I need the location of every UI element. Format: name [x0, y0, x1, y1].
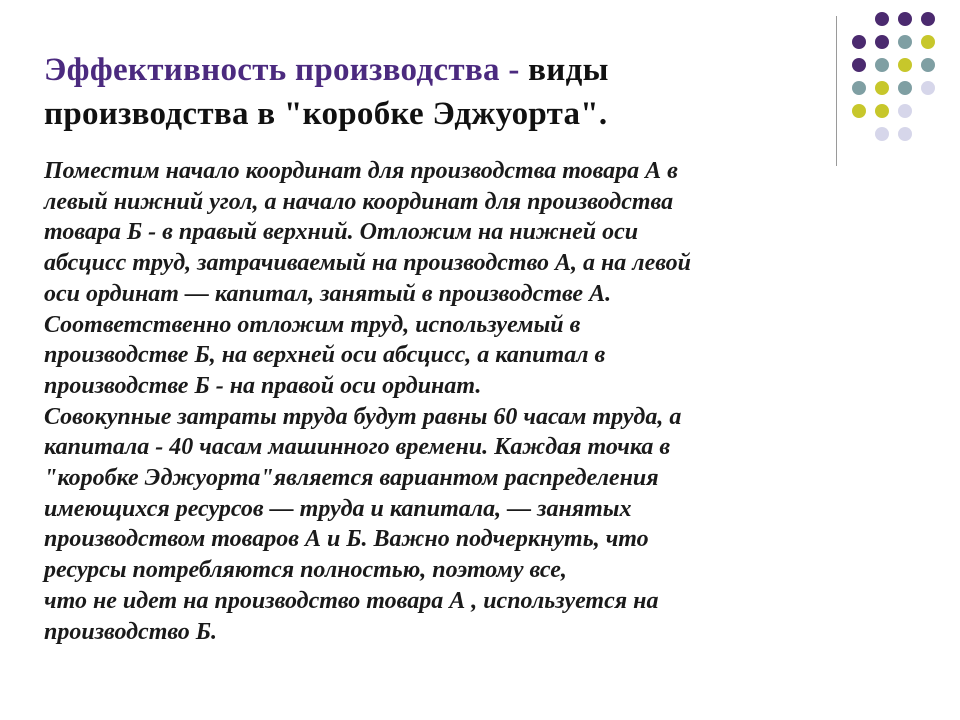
- divider-line: [836, 16, 837, 166]
- body-line: ресурсы потребляются полностью, поэтому все,: [44, 557, 567, 584]
- body-line: Соответственно отложим труд, используемый в: [44, 311, 581, 338]
- body-line: производство Б.: [44, 618, 218, 645]
- body-line: производстве Б, на верхней оси абсцисс, а капитал в: [44, 342, 606, 369]
- body-line: абсцисс труд, затрачиваемый на производство А, а на левой: [44, 250, 692, 277]
- body-line: левый нижний угол, а начало координат для производства: [44, 188, 674, 215]
- body-line: оси ординат — капитал, занятый в производстве А.: [44, 280, 612, 307]
- decorative-dot: [852, 35, 866, 49]
- body-line: имеющихся ресурсов — труда и капитала, — занятых: [44, 495, 632, 522]
- body-line: что не идет на производство товара А , используется на: [44, 587, 659, 614]
- decorative-dot: [875, 35, 889, 49]
- decorative-dot: [898, 127, 912, 141]
- title-accent: Эффективность производства -: [44, 52, 520, 88]
- decorative-dot: [898, 104, 912, 118]
- title-rest: виды: [519, 52, 609, 88]
- decorative-dot: [898, 12, 912, 26]
- body-line: "коробке Эджуорта"является вариантом распределения: [44, 465, 659, 492]
- decorative-dot: [875, 81, 889, 95]
- decorative-dot: [852, 58, 866, 72]
- body-line: Совокупные затраты труда будут равны 60 часам труда, а: [44, 403, 682, 430]
- decorative-dot: [875, 127, 889, 141]
- decorative-dot: [898, 58, 912, 72]
- decorative-dot: [898, 81, 912, 95]
- decorative-dot: [921, 81, 935, 95]
- decorative-dot: [852, 104, 866, 118]
- decorative-dot: [875, 58, 889, 72]
- body-line: производстве Б - на правой оси ординат.: [44, 372, 482, 399]
- slide-title: [44, 48, 804, 136]
- body-text: [44, 156, 924, 647]
- body-line: товара Б - в правый верхний. Отложим на нижней оси: [44, 219, 639, 246]
- body-line: капитала - 40 часам машинного времени. Каждая точка в: [44, 434, 671, 461]
- decorative-dot: [898, 35, 912, 49]
- title-line-2: производства в "коробке Эджуорта".: [44, 96, 608, 132]
- decorative-dot: [875, 12, 889, 26]
- decorative-dot: [852, 81, 866, 95]
- body-line: производством товаров А и Б. Важно подчеркнуть, что: [44, 526, 649, 553]
- decorative-dot: [921, 58, 935, 72]
- body-line: Поместим начало координат для производства товара А в: [44, 158, 678, 184]
- decorative-dot: [921, 35, 935, 49]
- decorative-dot: [921, 12, 935, 26]
- dot-grid-decoration: [852, 12, 952, 162]
- decorative-dot: [875, 104, 889, 118]
